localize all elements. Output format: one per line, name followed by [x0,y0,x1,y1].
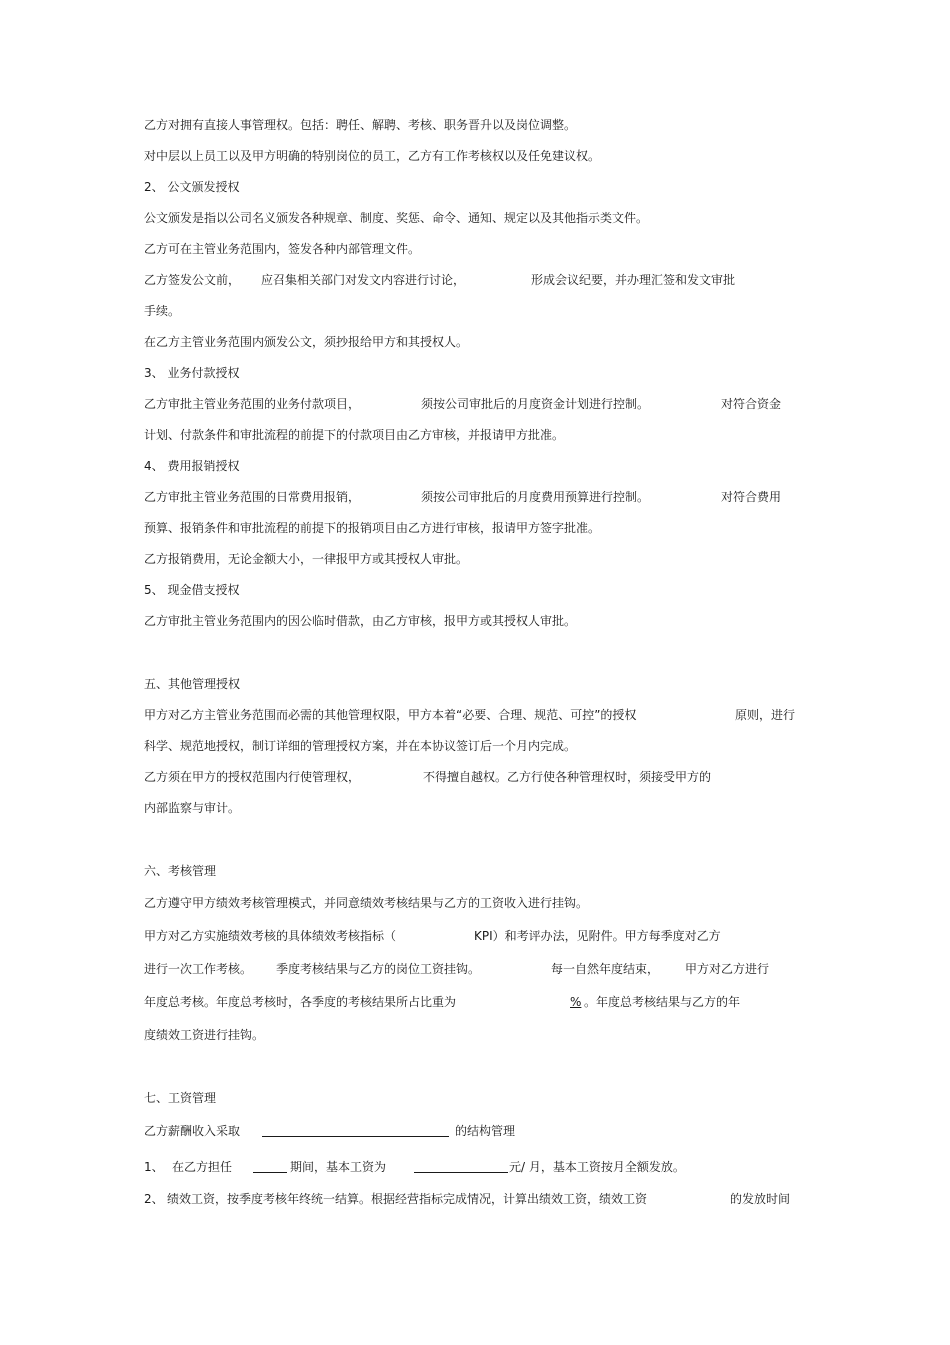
text-segment: 季度考核结果与乙方的岗位工资挂钩。 [276,962,481,976]
text-line: 乙方对拥有直接人事管理权。包括：聘任、解聘、考核、职务晋升以及岗位调整。 [144,118,577,132]
text-line: 内部监察与审计。 [144,801,241,815]
text-line: 乙方审批主管业务范围内的因公临时借款，由乙方审核，报甲方或其授权人审批。 [144,614,577,628]
text-line: 乙方可在主管业务范围内，签发各种内部管理文件。 [144,242,421,256]
text-segment: 绩效工资，按季度考核年终统一结算。根据经营指标完成情况，计算出绩效工资，绩效工资 [167,1192,648,1206]
text-segment: 原则，进行 [735,708,796,722]
position-blank [253,1159,287,1177]
section-heading: 4、 费用报销授权 [144,459,240,473]
text-segment: 进行一次工作考核。 [144,962,253,976]
text-segment: 乙方薪酬收入采取 [144,1124,241,1138]
list-number: 1、 [144,1160,164,1174]
text-line: 计划、付款条件和审批流程的前提下的付款项目由乙方审核，并报请甲方批准。 [144,428,565,442]
text-segment: KPI）和考评办法，见附件。甲方每季度对乙方 [474,929,721,943]
text-segment: 每一自然年度结束， [551,962,660,976]
text-segment: 的结构管理 [455,1124,516,1138]
text-segment: 甲方对乙方实施绩效考核的具体绩效考核指标（ [144,929,397,943]
text-segment: 年度总考核。年度总考核时，各季度的考核结果所占比重为 [144,995,457,1009]
text-line: 乙方报销费用，无论金额大小，一律报甲方或其授权人审批。 [144,552,469,566]
text-segment: 须按公司审批后的月度资金计划进行控制。 [421,397,650,411]
text-segment: 乙方须在甲方的授权范围内行使管理权， [144,770,361,784]
text-segment: 甲方对乙方进行 [685,962,770,976]
section-heading: 六、考核管理 [144,864,217,878]
section-heading: 5、 现金借支授权 [144,583,240,597]
percent-blank: % [570,995,582,1009]
text-line: 科学、规范地授权，制订详细的管理授权方案，并在本协议签订后一个月内完成。 [144,739,577,753]
text-line: 在乙方主管业务范围内颁发公文，须抄报给甲方和其授权人。 [144,335,469,349]
section-heading: 2、 公文颁发授权 [144,180,240,194]
section-heading: 3、 业务付款授权 [144,366,240,380]
text-line: 预算、报销条件和审批流程的前提下的报销项目由乙方进行审核，报请甲方签字批准。 [144,521,601,535]
text-segment: 形成会议纪要，并办理汇签和发文审批 [531,273,736,287]
text-segment: 在乙方担任 [172,1160,233,1174]
text-segment: 不得擅自越权。乙方行使各种管理权时，须接受甲方的 [423,770,712,784]
base-salary-blank [414,1159,508,1177]
text-segment: 乙方审批主管业务范围的日常费用报销， [144,490,361,504]
text-segment: 期间，基本工资为 [290,1160,387,1174]
text-line: 公文颁发是指以公司名义颁发各种规章、制度、奖惩、命令、通知、规定以及其他指示类文件。 [144,211,649,225]
text-segment: 乙方签发公文前， [144,273,241,287]
text-segment: 应召集相关部门对发文内容进行讨论， [261,273,466,287]
text-line: 度绩效工资进行挂钩。 [144,1028,265,1042]
text-segment: 对符合资金 [721,397,782,411]
text-segment: 元/ 月，基本工资按月全额发放。 [509,1160,685,1174]
text-segment: 对符合费用 [721,490,782,504]
text-segment: 乙方审批主管业务范围的业务付款项目， [144,397,361,411]
text-segment: 的发放时间 [730,1192,791,1206]
list-number: 2、 [144,1192,164,1206]
salary-structure-blank [262,1123,449,1141]
section-heading: 五、其他管理授权 [144,677,241,691]
text-line: 对中层以上员工以及甲方明确的特别岗位的员工，乙方有工作考核权以及任免建议权。 [144,149,601,163]
text-segment: 。年度总考核结果与乙方的年 [584,995,741,1009]
section-heading: 七、工资管理 [144,1091,217,1105]
text-segment: 甲方对乙方主管业务范围而必需的其他管理权限，甲方本着“必要、合理、规范、可控”的授权 [144,708,637,722]
text-line: 乙方遵守甲方绩效考核管理模式，并同意绩效考核结果与乙方的工资收入进行挂钩。 [144,896,589,910]
text-segment: 须按公司审批后的月度费用预算进行控制。 [421,490,650,504]
text-line: 手续。 [144,304,181,318]
